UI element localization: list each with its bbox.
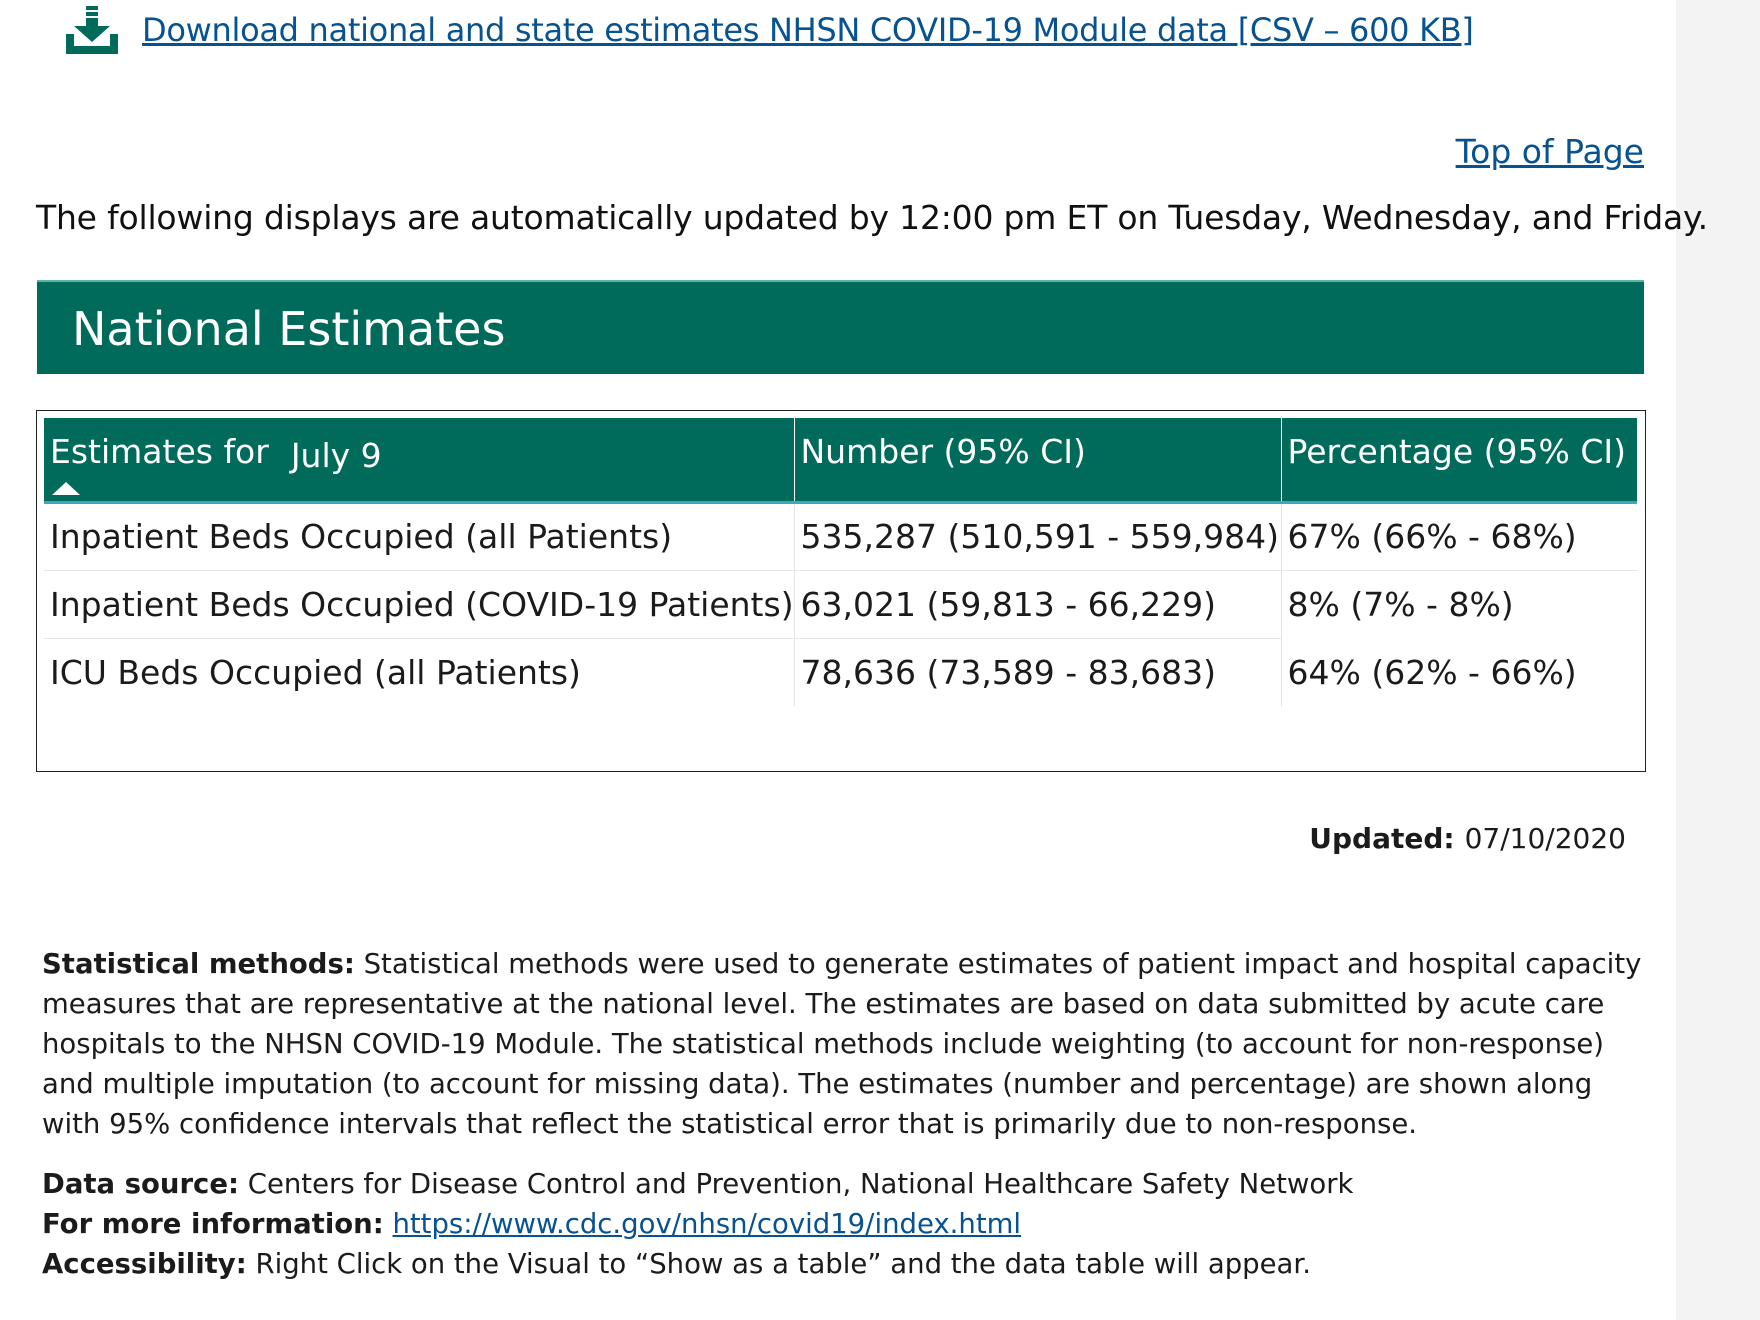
data-source-line <box>42 1164 1642 1204</box>
row-percentage: 67% (66% - 68%) <box>1281 502 1637 570</box>
row-number: 78,636 (73,589 - 83,683) <box>794 638 1281 706</box>
column-header-number[interactable]: Number (95% CI) <box>794 418 1281 502</box>
methods-notes <box>42 944 1642 1284</box>
section-title: National Estimates <box>72 302 506 356</box>
more-info-line <box>42 1204 1642 1244</box>
row-label: ICU Beds Occupied (all Patients) <box>44 638 794 706</box>
table-row <box>44 638 1637 706</box>
national-estimates-banner <box>37 280 1644 374</box>
statistical-methods-paragraph <box>42 944 1642 1144</box>
sort-ascending-icon[interactable] <box>52 482 80 495</box>
table-row <box>44 502 1637 570</box>
updated-stamp <box>1309 822 1626 855</box>
statistical-methods-label: Statistical methods: <box>42 948 355 980</box>
statistical-methods-text: Statistical methods were used to generate estimates of patient impact and hospital capacity measures that are representative at the national level. The estimates are based on data submitted by acute care hospitals to the NHSN COVID-19 Module. The statistical methods include weighting (to account for non-response) and multiple imputation (to account for missing data). The estimates (number and percentage) are shown along with 95% confidence intervals that reflect the statistical error that is primarily due to non-response. <box>42 948 1642 1140</box>
data-source-text: Centers for Disease Control and Prevention, National Healthcare Safety Network <box>239 1168 1354 1200</box>
estimates-table <box>44 418 1637 706</box>
download-csv-link[interactable]: Download national and state estimates NHSN COVID-19 Module data [CSV – 600 KB] <box>142 11 1474 49</box>
row-percentage: 64% (62% - 66%) <box>1287 652 1577 692</box>
row-label: Inpatient Beds Occupied (COVID-19 Patients) <box>44 570 794 638</box>
estimates-date: July 9 <box>290 436 382 475</box>
row-percentage: 8% (7% - 8%) <box>1287 584 1514 624</box>
data-source-label: Data source: <box>42 1168 240 1200</box>
more-info-label: For more information: <box>42 1208 384 1240</box>
column-header-estimates[interactable] <box>44 418 794 502</box>
column-header-percentage[interactable]: Percentage (95% CI) <box>1281 418 1637 502</box>
download-icon[interactable] <box>66 6 118 54</box>
update-schedule-note: The following displays are automatically updated by 12:00 pm ET on Tuesday, Wednesday, and Friday. <box>36 198 1708 237</box>
table-row <box>44 570 1637 638</box>
row-label: Inpatient Beds Occupied (all Patients) <box>44 502 794 570</box>
estimates-for-label: Estimates for <box>50 432 269 471</box>
accessibility-text: Right Click on the Visual to “Show as a table” and the data table will appear. <box>246 1248 1311 1280</box>
download-row <box>66 6 1474 54</box>
updated-date: 07/10/2020 <box>1464 822 1626 855</box>
accessibility-label: Accessibility: <box>42 1248 247 1280</box>
top-of-page-link[interactable]: Top of Page <box>1455 132 1644 171</box>
row-number: 535,287 (510,591 - 559,984) <box>794 502 1281 570</box>
more-info-link[interactable]: https://www.cdc.gov/nhsn/covid19/index.html <box>392 1208 1022 1240</box>
updated-label: Updated: <box>1309 822 1455 855</box>
estimates-visual[interactable] <box>36 410 1646 772</box>
accessibility-line <box>42 1244 1642 1284</box>
row-number: 63,021 (59,813 - 66,229) <box>794 570 1281 638</box>
